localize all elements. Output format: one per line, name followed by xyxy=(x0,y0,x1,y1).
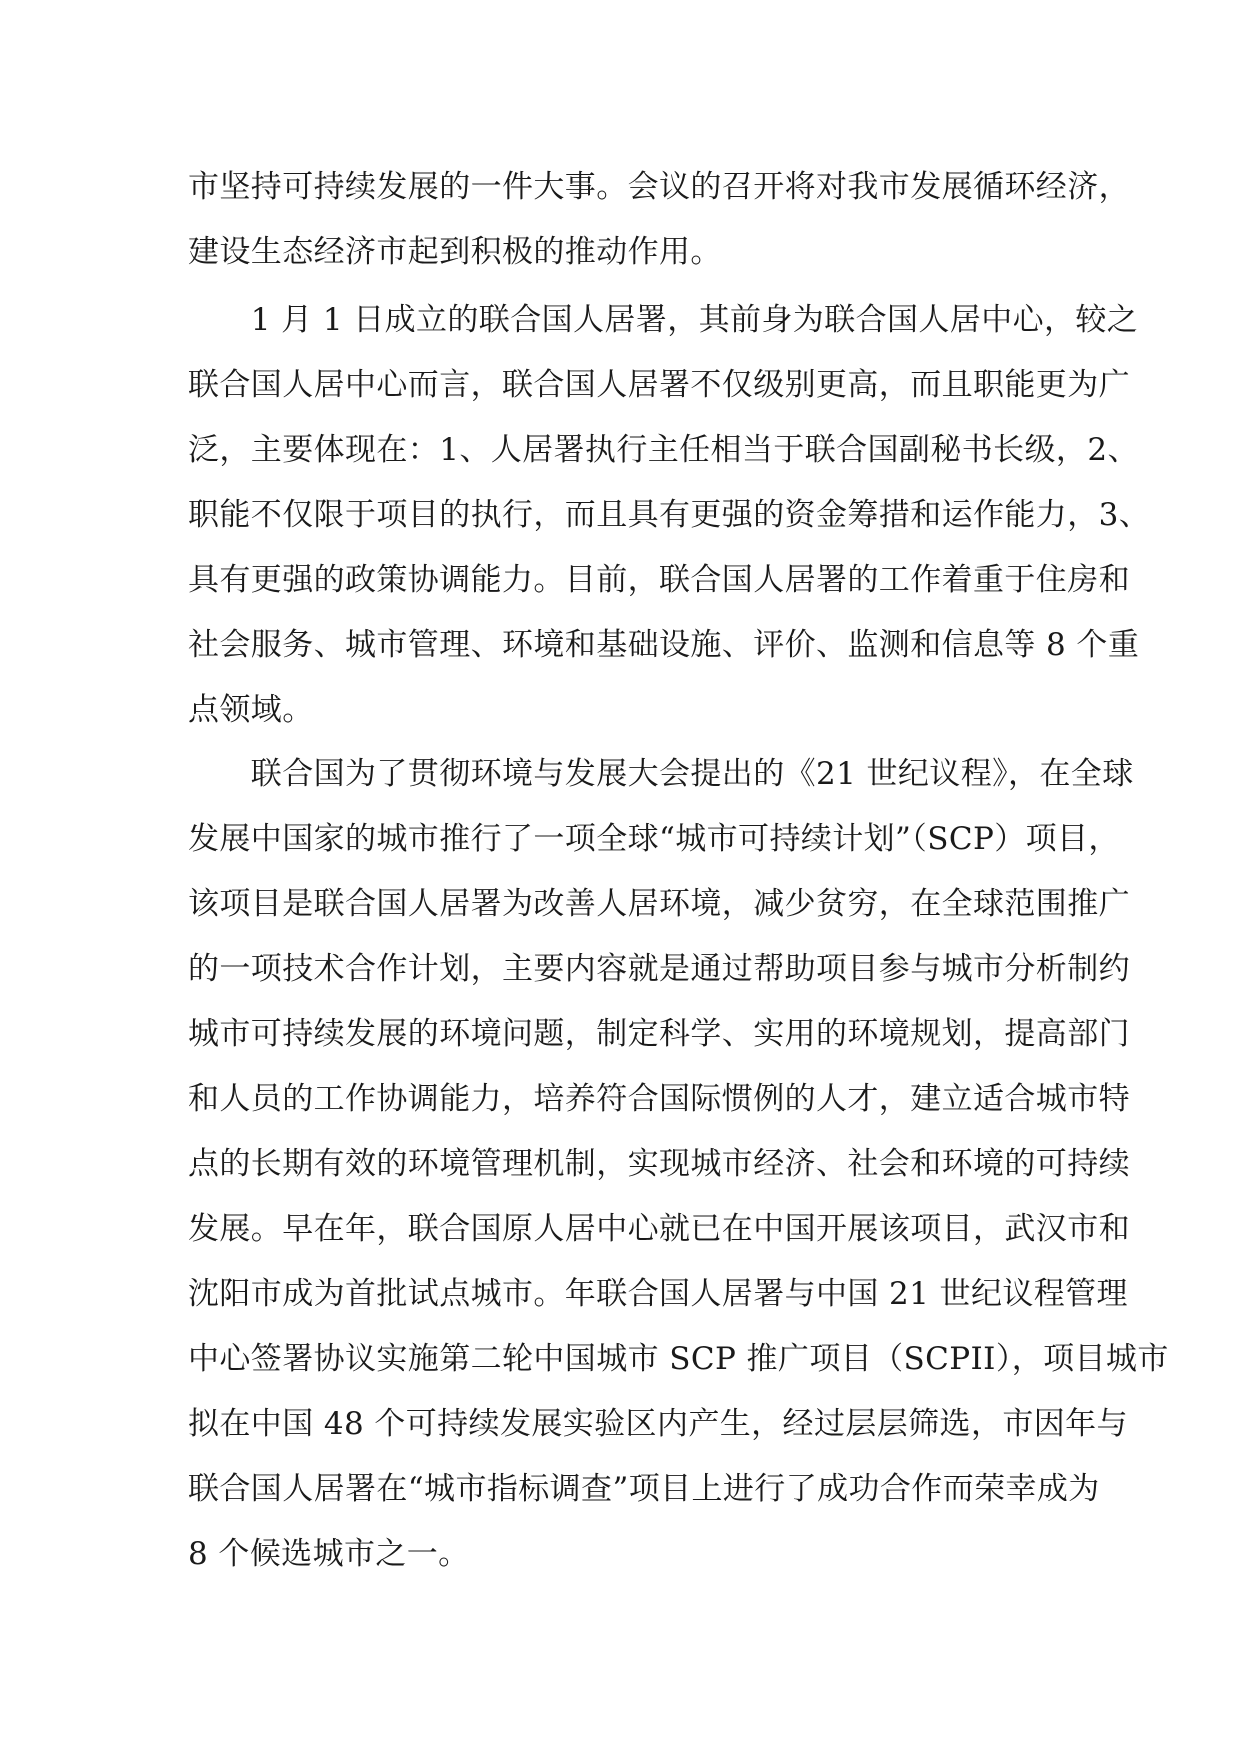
paragraph-3 xyxy=(188,742,1169,1587)
paragraph-line: 具有更强的政策协调能力。目前，联合国人居署的工作着重于住房和 xyxy=(188,562,1130,598)
paragraph-line: 1 月 1 日成立的联合国人居署，其前身为联合国人居中心，较之 xyxy=(188,302,1139,338)
paragraph-2 xyxy=(188,288,1151,743)
paragraph-line: 的一项技术合作计划，主要内容就是通过帮助项目参与城市分析制约 xyxy=(188,951,1130,987)
paragraph-line: 泛，主要体现在：1、人居署执行主任相当于联合国副秘书长级，2、 xyxy=(188,432,1139,468)
paragraph-1 xyxy=(188,155,1130,285)
paragraph-line: 联合国人居署在“城市指标调查”项目上进行了成功合作而荣幸成为 xyxy=(188,1471,1100,1507)
paragraph-line: 发展中国家的城市推行了一项全球“城市可持续计划”（SCP）项目， xyxy=(188,821,1120,857)
paragraph-line: 沈阳市成为首批试点城市。年联合国人居署与中国 21 世纪议程管理 xyxy=(188,1276,1128,1312)
paragraph-line: 城市可持续发展的环境问题，制定科学、实用的环境规划，提高部门 xyxy=(188,1016,1130,1052)
paragraph-line: 8 个候选城市之一。 xyxy=(188,1536,470,1572)
paragraph-line: 社会服务、城市管理、环境和基础设施、评价、监测和信息等 8 个重 xyxy=(188,627,1140,663)
paragraph-line: 联合国人居中心而言，联合国人居署不仅级别更高，而且职能更为广 xyxy=(188,367,1130,403)
paragraph-line: 点领域。 xyxy=(188,692,314,728)
paragraph-line: 发展。早在年，联合国原人居中心就已在中国开展该项目，武汉市和 xyxy=(188,1211,1130,1247)
paragraph-line: 职能不仅限于项目的执行，而且具有更强的资金筹措和运作能力，3、 xyxy=(188,497,1151,533)
paragraph-line: 该项目是联合国人居署为改善人居环境，减少贫穷，在全球范围推广 xyxy=(188,886,1130,922)
paragraph-line: 市坚持可持续发展的一件大事。会议的召开将对我市发展循环经济， xyxy=(188,169,1130,205)
paragraph-line: 建设生态经济市起到积极的推动作用。 xyxy=(188,234,722,270)
paragraph-line: 和人员的工作协调能力，培养符合国际惯例的人才，建立适合城市特 xyxy=(188,1081,1130,1117)
paragraph-line: 拟在中国 48 个可持续发展实验区内产生，经过层层筛选，市因年与 xyxy=(188,1406,1128,1442)
paragraph-line: 中心签署协议实施第二轮中国城市 SCP 推广项目（SCPII），项目城市 xyxy=(188,1341,1169,1377)
paragraph-line: 联合国为了贯彻环境与发展大会提出的《21 世纪议程》，在全球 xyxy=(188,756,1134,792)
paragraph-line: 点的长期有效的环境管理机制，实现城市经济、社会和环境的可持续 xyxy=(188,1146,1130,1182)
